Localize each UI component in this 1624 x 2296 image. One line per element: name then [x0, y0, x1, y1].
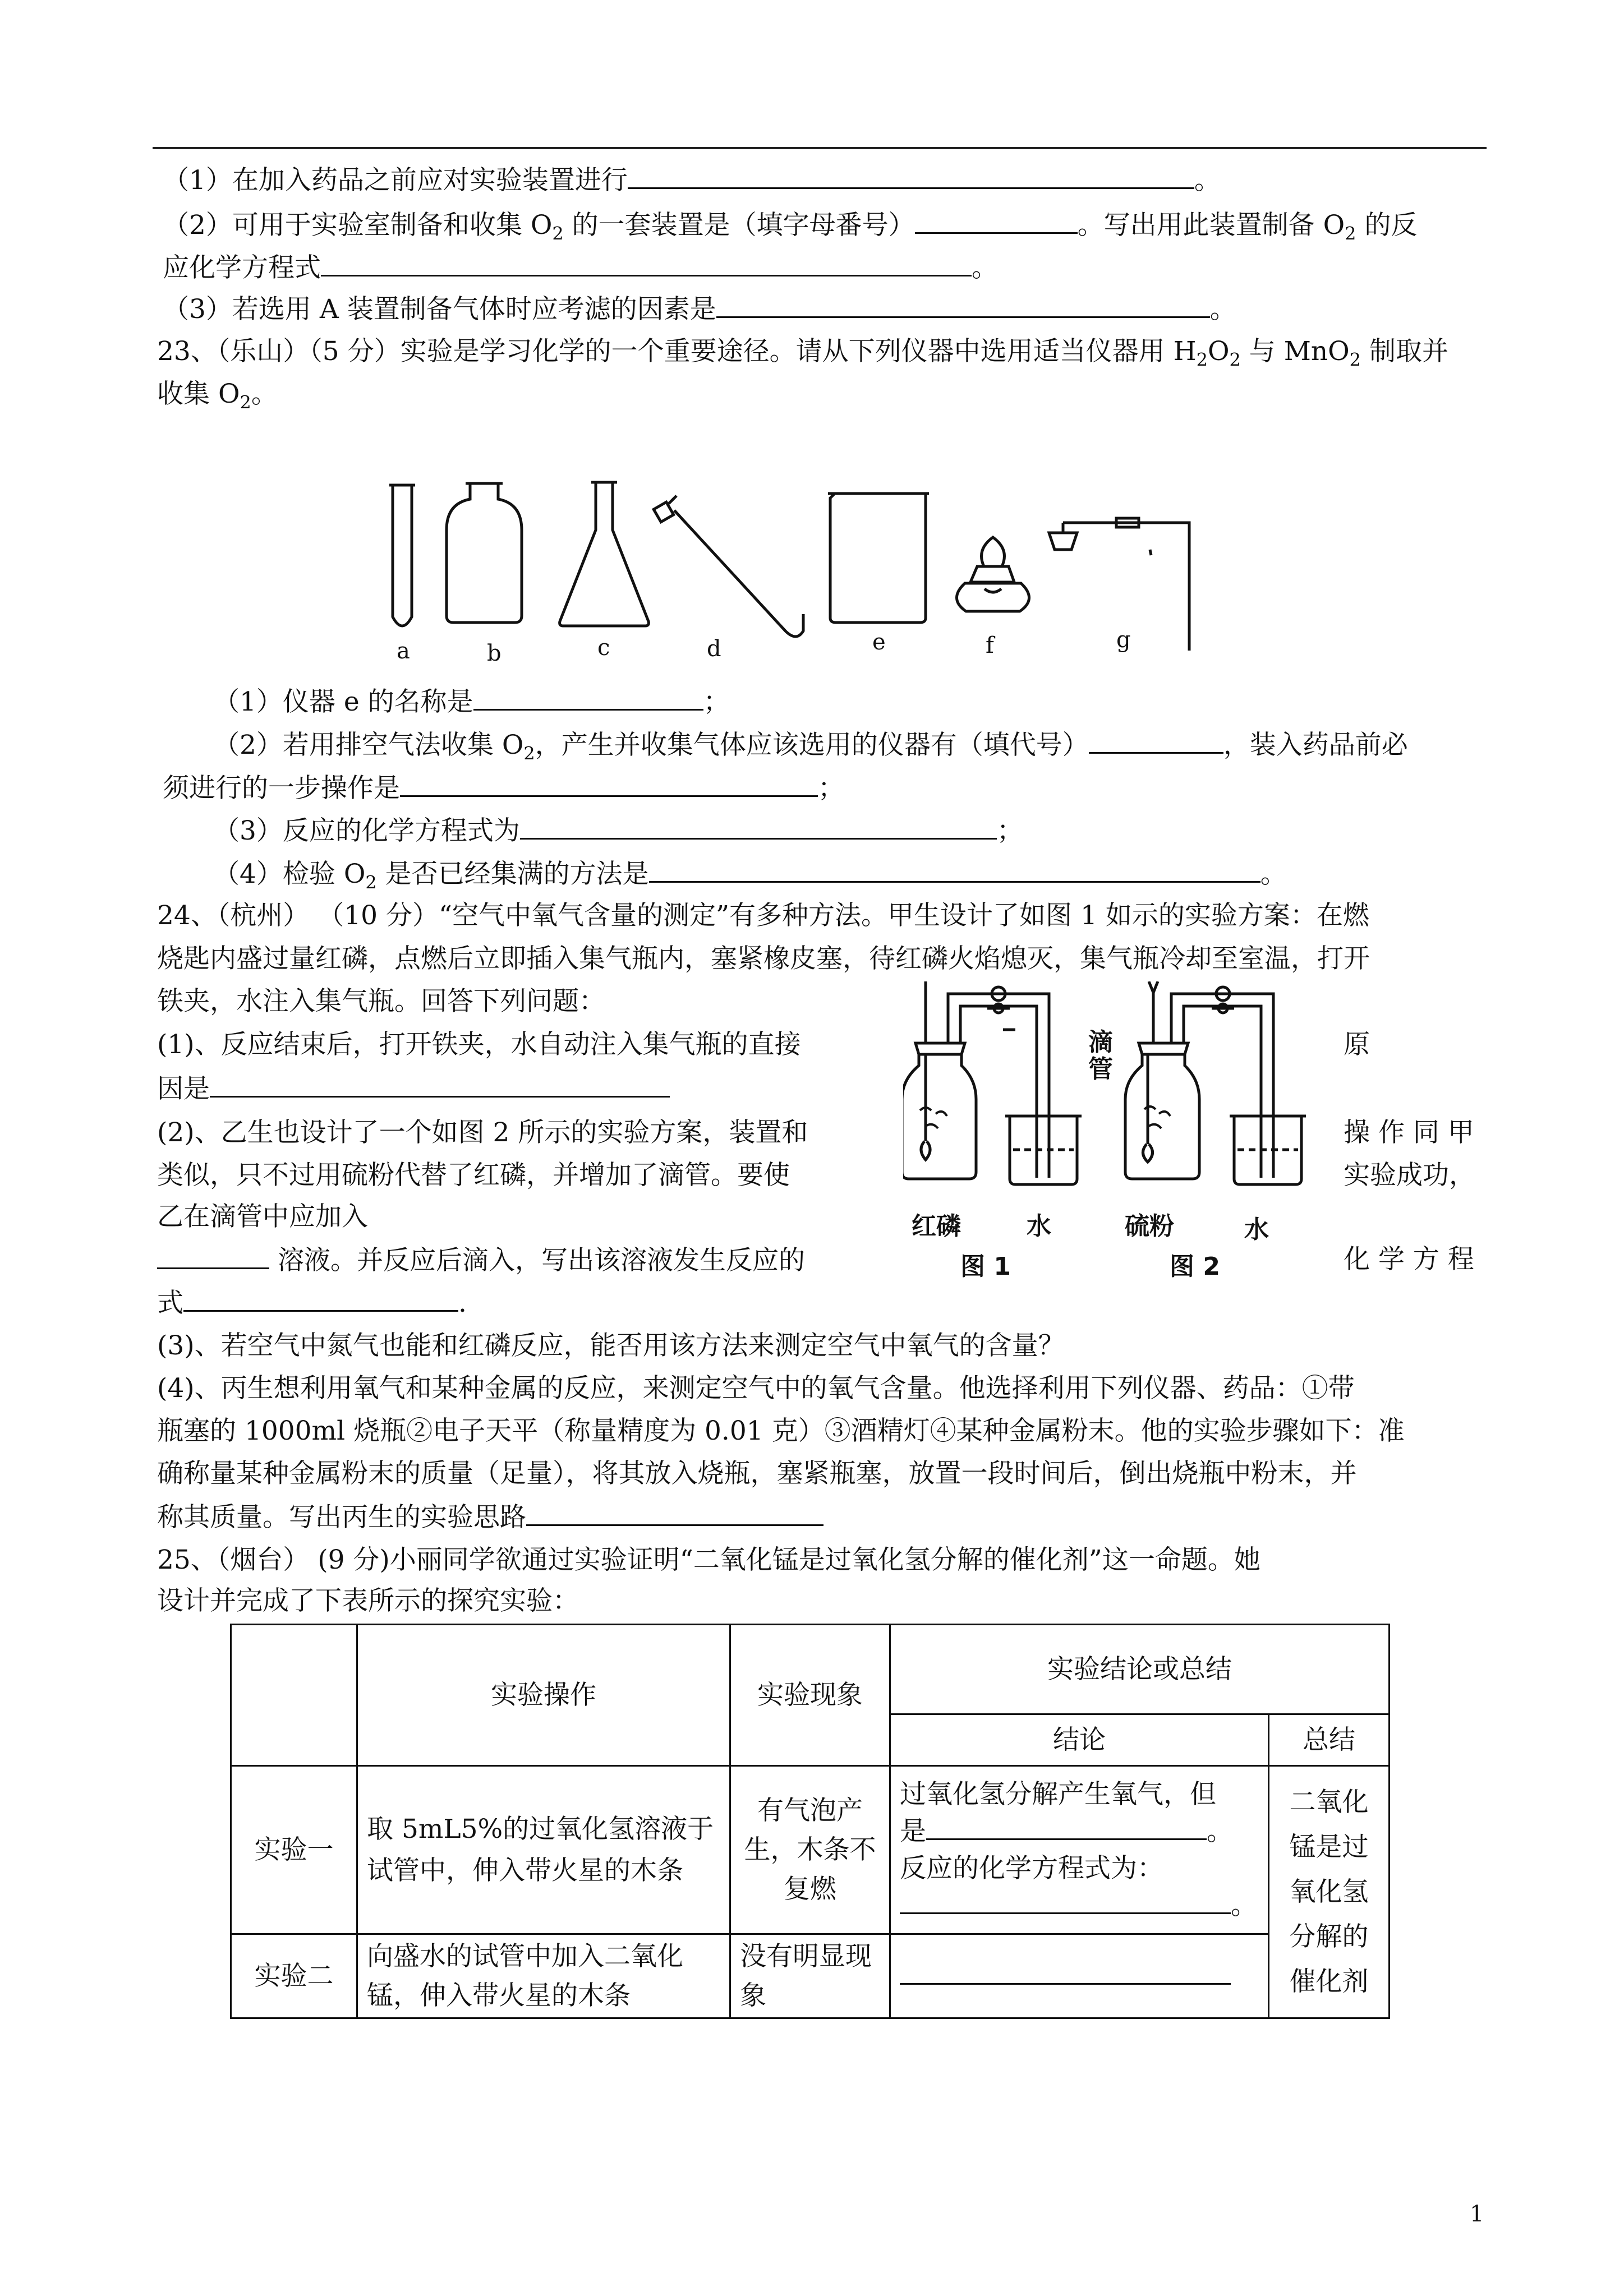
- summary-cell: 二氧化锰是过氧化氢分解的催化剂: [1269, 1766, 1390, 2018]
- q24-s4-line-3: 确称量某种金属粉末的质量（足量），将其放入烧瓶，塞紧瓶塞，放置一段时间后，倒出烧瓶中粉末，并: [157, 1458, 1357, 1489]
- q23-line-1: 23、（乐山）（5 分）实验是学习化学的一个重要途径。请从下列仪器中选用适当仪器用 $H_2O_2$ 与 MnO$_2$ 制取并: [157, 336, 1448, 371]
- header-phenomenon: 实验现象: [730, 1625, 890, 1766]
- instrument-label-d: d: [707, 636, 721, 662]
- water-label-1: 水: [1027, 1212, 1051, 1241]
- figure-2-apparatus: [1125, 981, 1306, 1184]
- q24-line-2: 烧匙内盛过量红磷，点燃后立即插入集气瓶内，塞紧橡皮塞，待红磷火焰熄灭，集气瓶冷却至室温，打开: [157, 943, 1370, 974]
- q24-s2-line-2: 类似，只不过用硫粉代替了红磷，并增加了滴管。要使: [157, 1160, 790, 1191]
- q23-part-2: （2）若用排空气法收集 $O_2$，产生并收集气体应该选用的仪器有（填代号） ，装入药品前必: [213, 727, 1408, 762]
- bent-tube-d: [654, 496, 803, 637]
- experiment-table: [230, 1624, 1390, 2019]
- q25-line-2: 设计并完成了下表所示的探究实验：: [157, 1585, 579, 1616]
- reagent-bottle-b: [447, 483, 522, 623]
- q22-line-1: （1）在加入药品之前应对实验装置进行 。: [163, 163, 1221, 197]
- instrument-label-a: a: [397, 638, 410, 664]
- figure-2-caption: 图 2: [1170, 1252, 1220, 1281]
- q24-s2-right-3: 化 学 方 程: [1344, 1244, 1474, 1275]
- q22-line-2: （2）可用于实验室制备和收集 $O_2$ 的一套装置是（填字母番号） 。写出用此装置制备 $O_2$ 的反: [163, 208, 1417, 242]
- apparatus-figures: [903, 981, 1335, 1251]
- row-1-phenomenon: 有气泡产生，木条不复燃: [730, 1766, 890, 1934]
- row-2-conclusion: [890, 1934, 1269, 2018]
- q23-part-1: （1）仪器 e 的名称是 ；: [213, 684, 730, 719]
- q23-line-2: 收集 $O_2$。: [157, 379, 278, 413]
- figure-1-caption: 图 1: [960, 1252, 1011, 1281]
- header-summary: 总结: [1269, 1714, 1390, 1766]
- q24-s2-right-1: 操 作 同 甲: [1344, 1117, 1474, 1148]
- row-2-name: 实验二: [231, 1934, 357, 2018]
- instrument-label-g: g: [1116, 627, 1131, 653]
- red-phosphorus-label: 红磷: [912, 1212, 961, 1241]
- table-corner-cell: [231, 1625, 357, 1766]
- row-1-name: 实验一: [231, 1766, 357, 1934]
- dropper-label: 滴 管: [1088, 1028, 1113, 1084]
- q24-s4-line-4: 称其质量。写出丙生的实验思路: [157, 1500, 823, 1534]
- header-conclusion: 实验结论或总结: [890, 1625, 1390, 1714]
- q24-s1-line-2: 因是: [157, 1071, 670, 1106]
- instrument-label-b: b: [487, 640, 502, 666]
- q23-part-3: （3）反应的化学方程式为 ；: [213, 813, 1023, 848]
- q22-line-4: （3）若选用 A 装置制备气体时应考滤的因素是 。: [163, 292, 1236, 326]
- q23-part-2-cont: 须进行的一步操作是 ；: [163, 771, 844, 805]
- header-operation: 实验操作: [357, 1625, 730, 1766]
- q24-line-3: 铁夹，水注入集气瓶。回答下列问题：: [157, 986, 605, 1017]
- q23-part-4: （4）检验 $O_2$ 是否已经集满的方法是 。: [213, 856, 1287, 891]
- top-rule: [153, 147, 1487, 149]
- instrument-label-c: c: [597, 635, 610, 661]
- q24-s4-line-1: (4)、丙生想利用氧气和某种金属的反应，来测定空气中的氧气含量。他选择利用下列仪器、药品：①带: [157, 1373, 1355, 1404]
- q22-line-3: 应化学方程式 。: [163, 250, 998, 285]
- q25-line-1: 25、（烟台） (9 分)小丽同学欲通过实验证明“二氧化锰是过氧化氢分解的催化剂”这一命题。她: [157, 1545, 1260, 1575]
- water-label-2: 水: [1244, 1215, 1269, 1244]
- q24-s2-right-2: 实验成功，: [1344, 1160, 1475, 1191]
- instruments-figure: [381, 471, 1223, 662]
- q24-s2-line-1: (2)、乙生也设计了一个如图 2 所示的实验方案，装置和: [157, 1117, 808, 1148]
- row-1-operation: 取 5mL5%的过氧化氢溶液于试管中，伸入带火星的木条: [357, 1766, 730, 1934]
- conical-flask-c: [560, 482, 649, 626]
- sulfur-label: 硫粉: [1125, 1212, 1174, 1241]
- q24-s2-line-3: 乙在滴管中应加入: [157, 1201, 368, 1232]
- q24-s4-line-2: 瓶塞的 1000ml 烧瓶②电子天平（称量精度为 0.01 克）③酒精灯④某种金属粉末。他的实验步骤如下：准: [157, 1416, 1405, 1446]
- q24-s1-line-1: (1)、反应结束后，打开铁夹，水自动注入集气瓶的直接: [157, 1029, 801, 1060]
- q24-line-1: 24、（杭州） （10 分）“空气中氧气含量的测定”有多种方法。甲生设计了如图 1 如示的实验方案：在燃: [157, 900, 1369, 931]
- header-conclusion-sub: 结论: [890, 1714, 1269, 1766]
- row-2-phenomenon: 没有明显现象: [730, 1934, 890, 2018]
- beaker-e: [828, 494, 929, 623]
- figure-1-apparatus: [903, 981, 1082, 1184]
- instrument-label-e: e: [872, 629, 886, 655]
- q24-s3: (3)、若空气中氮气也能和红磷反应，能否用该方法来测定空气中氧气的含量？: [157, 1330, 1065, 1361]
- page-number: 1: [1470, 2201, 1484, 2227]
- q24-s2-line-4: 溶液。并反应后滴入，写出该溶液发生反应的: [157, 1243, 805, 1278]
- alcohol-lamp-f: [956, 537, 1029, 611]
- row-2-operation: 向盛水的试管中加入二氧化锰，伸入带火星的木条: [357, 1934, 730, 2018]
- q24-s1-right: 原: [1344, 1029, 1370, 1060]
- row-1-conclusion: 过氧化氢分解产生氧气，但 是 。 反应的化学方程式为： 。: [890, 1766, 1269, 1934]
- test-tube-a: [389, 485, 415, 626]
- q24-s2-line-5: 式 .: [157, 1285, 467, 1320]
- instrument-label-f: f: [986, 633, 994, 658]
